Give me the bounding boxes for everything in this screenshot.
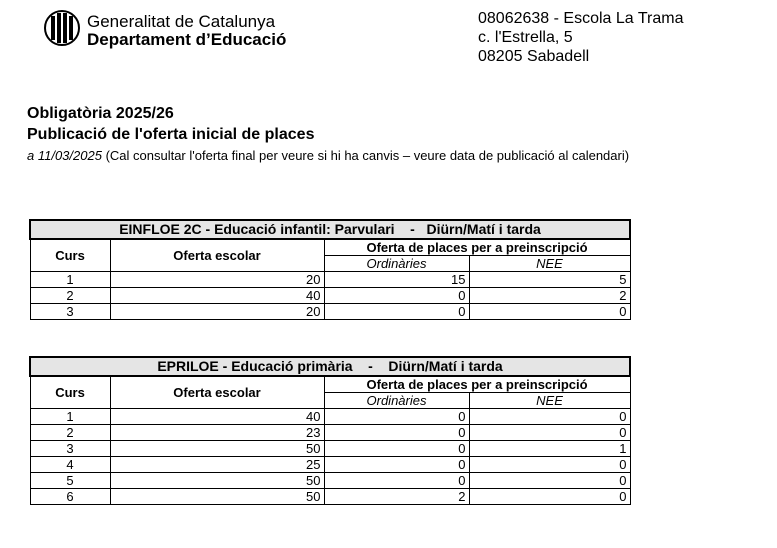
cell-ordinaries: 2 — [324, 489, 469, 505]
org-name: Generalitat de Catalunya — [87, 12, 276, 31]
table-row — [30, 288, 630, 304]
cell-ordinaries: 0 — [324, 441, 469, 457]
cell-oferta: 20 — [110, 272, 324, 288]
cell-ordinaries: 0 — [324, 409, 469, 425]
header-oferta: Oferta escolar — [110, 239, 324, 272]
cell-nee: 5 — [469, 272, 630, 288]
table-row — [30, 457, 630, 473]
date-note: (Cal consultar l'oferta final per veure si hi ha canvis – veure data de publicació al calendari) — [101, 148, 630, 163]
school-city: 08205 Sabadell — [478, 48, 590, 65]
department-name: Departament d’Educació — [87, 30, 287, 49]
school-street: c. l'Estrella, 5 — [478, 29, 573, 46]
cell-nee: 0 — [469, 489, 630, 505]
header-preinscripcio: Oferta de places per a preinscripció — [324, 239, 630, 256]
cell-oferta: 23 — [110, 425, 324, 441]
cell-curs: 6 — [30, 489, 110, 505]
school-address — [478, 9, 683, 66]
cell-oferta: 40 — [110, 288, 324, 304]
offer-table-primaria — [29, 356, 631, 505]
generalitat-logo-icon — [44, 10, 80, 46]
cell-nee: 1 — [469, 441, 630, 457]
publication-date: a 11/03/2025 — [27, 148, 102, 163]
cell-curs: 5 — [30, 473, 110, 489]
table-row — [30, 409, 630, 425]
cell-curs: 2 — [30, 425, 110, 441]
cell-ordinaries: 0 — [324, 457, 469, 473]
header-preinscripcio: Oferta de places per a preinscripció — [324, 376, 630, 393]
cell-oferta: 20 — [110, 304, 324, 320]
cell-oferta: 40 — [110, 409, 324, 425]
publication-date-note — [27, 148, 629, 164]
cell-nee: 0 — [469, 304, 630, 320]
table-row — [30, 425, 630, 441]
cell-ordinaries: 0 — [324, 473, 469, 489]
table-row — [30, 441, 630, 457]
table-row — [30, 272, 630, 288]
cell-oferta: 50 — [110, 441, 324, 457]
page-subtitle: Publicació de l'oferta inicial de places — [27, 126, 315, 143]
table-row — [30, 489, 630, 505]
header-curs: Curs — [30, 376, 110, 409]
cell-oferta: 50 — [110, 473, 324, 489]
cell-oferta: 50 — [110, 489, 324, 505]
header-curs: Curs — [30, 239, 110, 272]
cell-ordinaries: 0 — [324, 288, 469, 304]
cell-nee: 0 — [469, 473, 630, 489]
header-ordinaries: Ordinàries — [324, 256, 469, 272]
header-nee: NEE — [469, 393, 630, 409]
cell-curs: 1 — [30, 272, 110, 288]
offer-table-infantil — [29, 219, 631, 320]
header-nee: NEE — [469, 256, 630, 272]
table-title: EPRILOE - Educació primària - Diürn/Matí i tarda — [30, 357, 630, 376]
cell-ordinaries: 15 — [324, 272, 469, 288]
cell-curs: 2 — [30, 288, 110, 304]
school-name: 08062638 - Escola La Trama — [478, 10, 684, 27]
table-row — [30, 473, 630, 489]
header-oferta: Oferta escolar — [110, 376, 324, 409]
table-title: EINFLOE 2C - Educació infantil: Parvulari - Diürn/Matí i tarda — [30, 220, 630, 239]
cell-nee: 0 — [469, 409, 630, 425]
cell-ordinaries: 0 — [324, 304, 469, 320]
cell-curs: 3 — [30, 441, 110, 457]
cell-oferta: 25 — [110, 457, 324, 473]
cell-curs: 1 — [30, 409, 110, 425]
table-row — [30, 304, 630, 320]
page-title: Obligatòria 2025/26 — [27, 105, 174, 122]
cell-ordinaries: 0 — [324, 425, 469, 441]
cell-curs: 4 — [30, 457, 110, 473]
cell-curs: 3 — [30, 304, 110, 320]
cell-nee: 2 — [469, 288, 630, 304]
cell-nee: 0 — [469, 457, 630, 473]
header-ordinaries: Ordinàries — [324, 393, 469, 409]
cell-nee: 0 — [469, 425, 630, 441]
